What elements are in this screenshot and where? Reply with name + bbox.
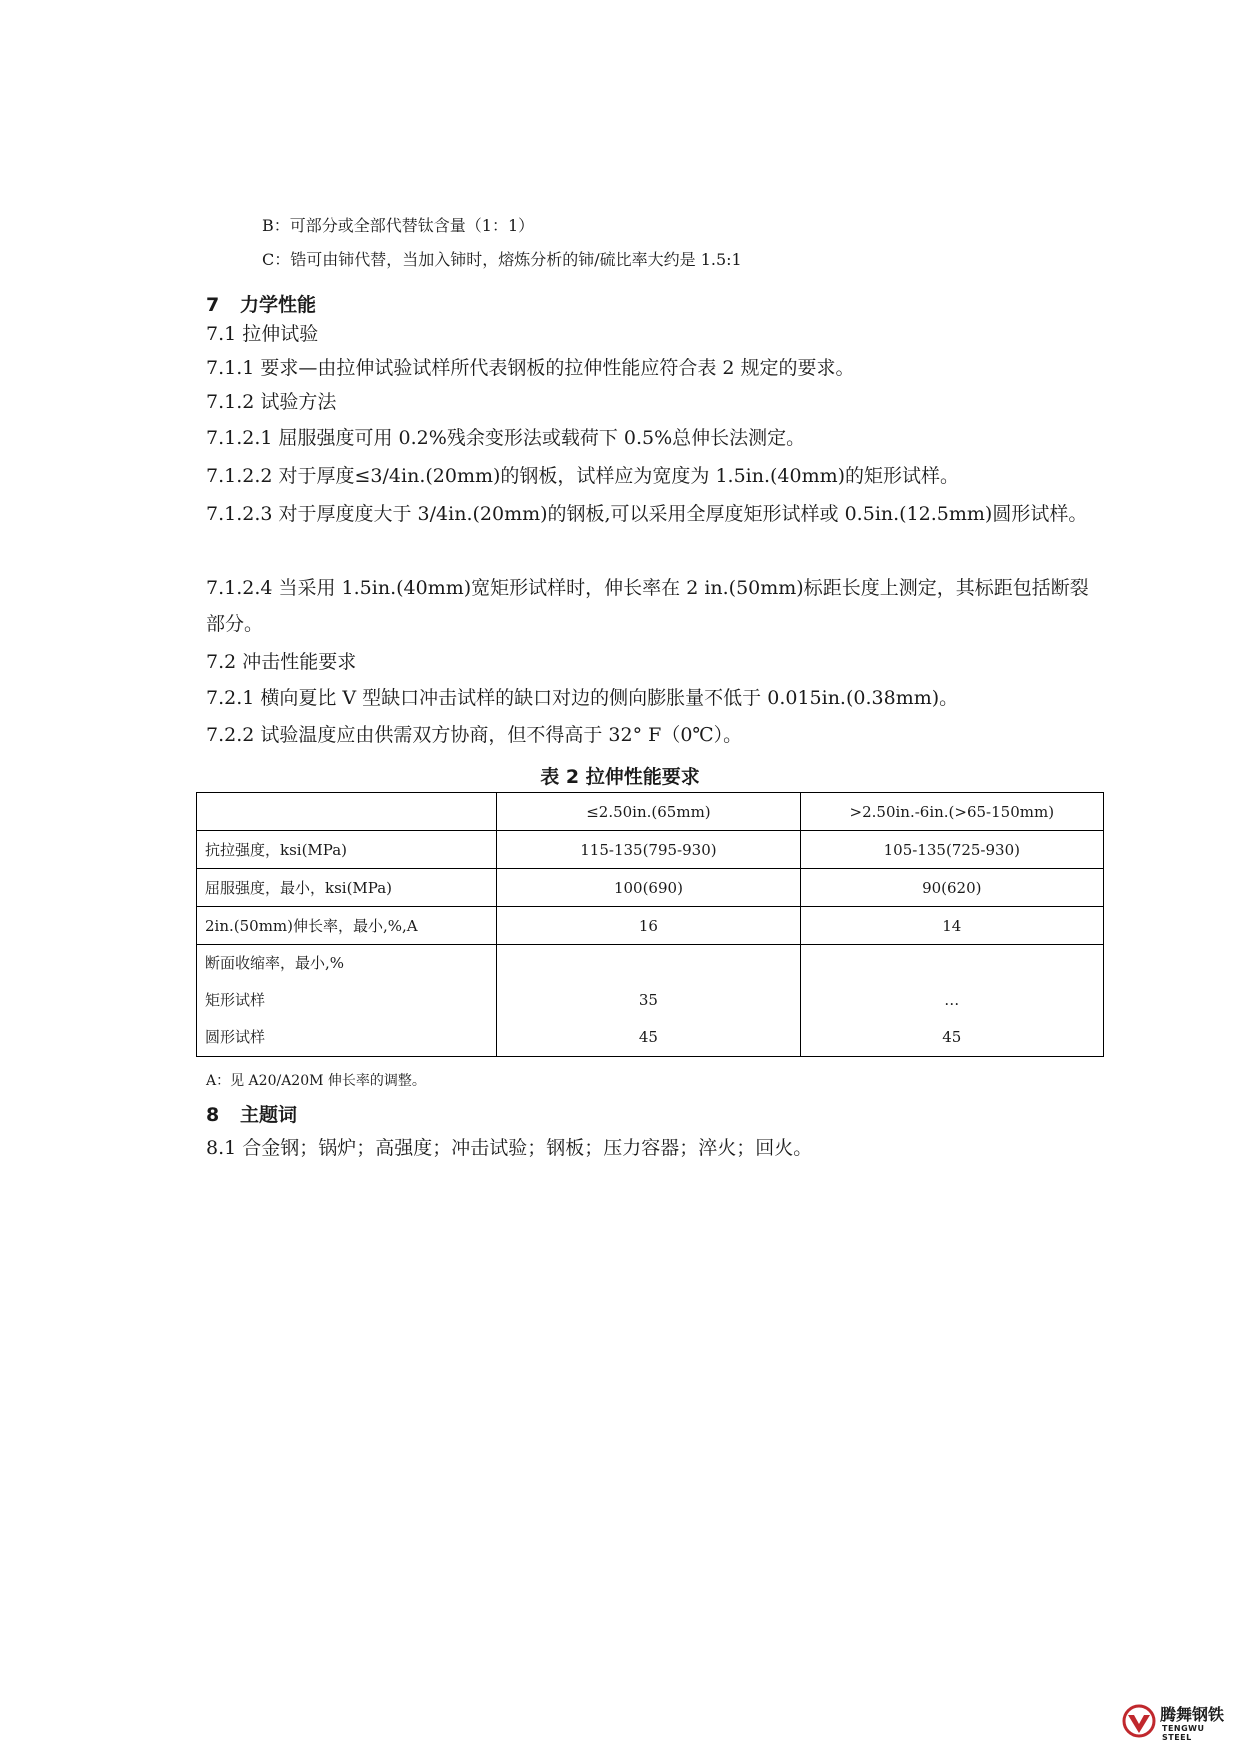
table-row-reduction bbox=[197, 945, 1104, 1057]
clause-7-1-2-4: 7.1.2.4 当采用 1.5in.(40mm)宽矩形试样时，伸长率在 2 in.(50mm)标距长度上测定，其标距包括断裂部分。 bbox=[206, 577, 1089, 635]
rect-value: 35 bbox=[638, 991, 658, 1009]
row-label bbox=[197, 945, 497, 1057]
table-caption: 表 2 拉伸性能要求 bbox=[540, 766, 700, 788]
clause-7-1-2-1: 7.1.2.1 屈服强度可用 0.2%残余变形法或载荷下 0.5%总伸长法测定。 bbox=[206, 427, 806, 449]
section-number: 7 bbox=[206, 294, 220, 316]
header-cell: >2.50in.-6in.(>65-150mm) bbox=[800, 793, 1103, 831]
table-footnote: A：见 A20/A20M 伸长率的调整。 bbox=[206, 1073, 426, 1089]
rect-value: … bbox=[944, 991, 960, 1009]
company-logo bbox=[1122, 1700, 1234, 1746]
note-c: C：锆可由铈代替，当加入铈时，熔炼分析的铈/硫比率大约是 1.5:1 bbox=[262, 250, 742, 269]
round-value: 45 bbox=[638, 1028, 658, 1046]
section-title: 力学性能 bbox=[240, 294, 317, 316]
logo-en-text: TENGWU STEEL bbox=[1162, 1724, 1205, 1742]
clause-8-1: 8.1 合金钢；锅炉；高强度；冲击试验；钢板；压力容器；淬火；回火。 bbox=[206, 1137, 813, 1159]
clause-7-2-1: 7.2.1 横向夏比 V 型缺口冲击试样的缺口对边的侧向膨胀量不低于 0.015in.(0.38mm)。 bbox=[206, 687, 959, 709]
header-cell: ≤2.50in.(65mm) bbox=[497, 793, 800, 831]
table-header-row bbox=[197, 793, 1104, 831]
clause-7-2: 7.2 冲击性能要求 bbox=[206, 651, 357, 673]
table-row bbox=[197, 869, 1104, 907]
row-label: 屈服强度，最小，ksi(MPa) bbox=[197, 869, 497, 907]
clause-7-2-2: 7.2.2 试验温度应由供需双方协商，但不得高于 32° F（0℃）。 bbox=[206, 724, 743, 746]
tensile-requirements-table bbox=[196, 792, 1104, 1057]
note-b: B：可部分或全部代替钛含量（1：1） bbox=[262, 216, 535, 235]
table-cell bbox=[800, 945, 1103, 1057]
clause-7-1-1: 7.1.1 要求—由拉伸试验试样所代表钢板的拉伸性能应符合表 2 规定的要求。 bbox=[206, 357, 855, 379]
logo-cn-text: 腾舞钢铁 bbox=[1160, 1705, 1225, 1724]
table-row bbox=[197, 907, 1104, 945]
table-cell: 90(620) bbox=[800, 869, 1103, 907]
round-specimen-label: 圆形试样 bbox=[205, 1028, 266, 1046]
table-cell: 16 bbox=[497, 907, 800, 945]
table-cell: 115-135(795-930) bbox=[497, 831, 800, 869]
table-cell: 105-135(725-930) bbox=[800, 831, 1103, 869]
row-label: 抗拉强度，ksi(MPa) bbox=[197, 831, 497, 869]
table-cell bbox=[497, 945, 800, 1057]
section-number: 8 bbox=[206, 1104, 220, 1126]
table-cell: 100(690) bbox=[497, 869, 800, 907]
section-7-heading bbox=[206, 290, 316, 317]
logo-mark-icon bbox=[1122, 1704, 1156, 1738]
clause-7-1-2: 7.1.2 试验方法 bbox=[206, 391, 337, 413]
table-row bbox=[197, 831, 1104, 869]
clause-7-1: 7.1 拉伸试验 bbox=[206, 323, 319, 345]
clause-7-1-2-2: 7.1.2.2 对于厚度≤3/4in.(20mm)的钢板，试样应为宽度为 1.5in.(40mm)的矩形试样。 bbox=[206, 465, 960, 487]
row-label: 2in.(50mm)伸长率，最小,%,A bbox=[197, 907, 497, 945]
header-cell bbox=[197, 793, 497, 831]
section-8-heading bbox=[206, 1100, 297, 1127]
table-cell: 14 bbox=[800, 907, 1103, 945]
clause-7-1-2-3: 7.1.2.3 对于厚度度大于 3/4in.(20mm)的钢板,可以采用全厚度矩形试样或 0.5in.(12.5mm)圆形试样。 bbox=[206, 503, 1088, 525]
reduction-label: 断面收缩率，最小,% bbox=[205, 954, 345, 972]
rect-specimen-label: 矩形试样 bbox=[205, 991, 266, 1009]
section-title: 主题词 bbox=[240, 1104, 298, 1126]
round-value: 45 bbox=[942, 1028, 962, 1046]
